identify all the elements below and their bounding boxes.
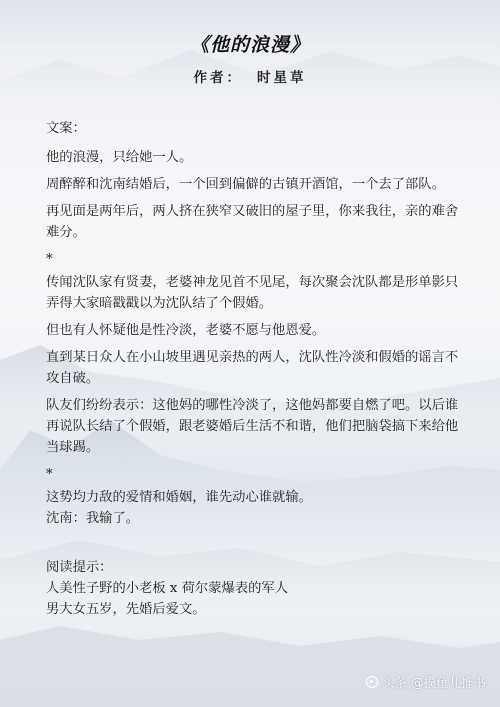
book-title: 《他的浪漫》 bbox=[189, 34, 310, 56]
author-line bbox=[0, 66, 500, 86]
watermark bbox=[366, 673, 486, 691]
synopsis-paragraph: 他的浪漫，只给她一人。 bbox=[46, 150, 193, 165]
synopsis-paragraph: 再见面是两年后，两人挤在狭窄又破旧的屋子里，你来我往，亲的难舍难分。 bbox=[46, 204, 459, 240]
synopsis-body bbox=[46, 118, 466, 620]
section-separator: * bbox=[46, 252, 53, 267]
synopsis-label: 文案： bbox=[46, 121, 86, 136]
synopsis-paragraph: 队友们纷纷表示：这他妈的哪性冷淡了，这他妈都要自燃了吧。以后谁再说队长结了个假婚，跟老婆婚后生活不和谐，他们把脑袋搞下来给他当球踢。 bbox=[46, 398, 459, 455]
section-separator: * bbox=[46, 467, 53, 482]
author-name: 时星草 bbox=[257, 70, 307, 86]
camera-icon bbox=[366, 676, 378, 688]
reading-tip: 人美性子野的小老板 x 荷尔蒙爆表的军人 bbox=[46, 581, 288, 596]
reading-tip: 男大女五岁，先婚后爱文。 bbox=[46, 602, 206, 617]
reading-tips-label: 阅读提示： bbox=[46, 560, 113, 575]
synopsis-paragraph: 周醉醉和沈南结婚后，一个回到偏僻的古镇开酒馆，一个去了部队。 bbox=[46, 177, 445, 192]
synopsis-paragraph: 这势均力敌的爱情和婚姻，谁先动心谁就输。 bbox=[46, 490, 312, 505]
synopsis-paragraph: 但也有人怀疑他是性冷淡，老婆不愿与他恩爱。 bbox=[46, 323, 326, 338]
synopsis-paragraph: 传闻沈队家有贤妻，老婆神龙见首不见尾，每次聚会沈队都是形单影只弄得大家暗戳戳以为沈队结了个假婚。 bbox=[46, 275, 459, 311]
synopsis-paragraph: 沈南：我输了。 bbox=[46, 511, 140, 526]
watermark-text: 头条 @摸鱼儿推书 bbox=[382, 675, 486, 690]
synopsis-paragraph: 直到某日众人在小山坡里遇见亲热的两人，沈队性冷淡和假婚的谣言不攻自破。 bbox=[46, 350, 459, 386]
author-label: 作者： bbox=[193, 70, 243, 86]
